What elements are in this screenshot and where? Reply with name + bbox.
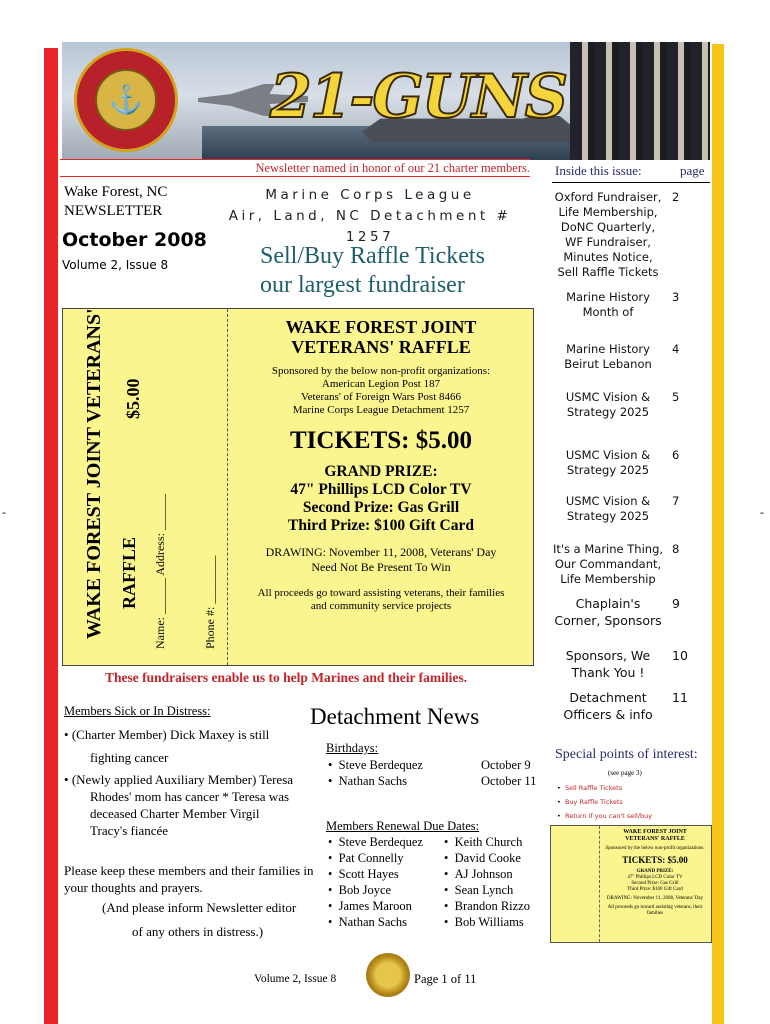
birthday-date: October 9 xyxy=(481,758,531,772)
renewal-item: • Pat Connelly xyxy=(328,851,404,865)
organization-name: Marine Corps League Air, Land, NC Detachment # 1257 xyxy=(228,187,512,245)
ticket-body xyxy=(233,317,529,613)
stub-fields: Name: ______ Address: ______ xyxy=(153,494,167,649)
location: Wake Forest, NC NEWSLETTER xyxy=(64,184,168,219)
thumbnail-stub xyxy=(551,826,600,942)
renewal-item: • James Maroon xyxy=(328,899,412,913)
birthday-row: • Steve Berdequez xyxy=(328,758,423,772)
sick-item-cont: deceased Charter Member Virgil xyxy=(90,806,260,821)
tagline: Newsletter named in honor of our 21 charter members. xyxy=(60,159,530,177)
footer-page-number: Page 1 of 11 xyxy=(414,972,477,986)
sick-heading: Members Sick or In Distress: xyxy=(64,704,211,718)
stub-price: $5.00 xyxy=(123,378,143,419)
renewal-item: • Bob Williams xyxy=(444,915,524,929)
eagle-globe-anchor-icon xyxy=(366,953,410,997)
notify-note: (And please inform Newsletter editor xyxy=(102,900,297,915)
honor-guard-image xyxy=(570,42,710,160)
toc-divider xyxy=(552,182,710,183)
toc-page-heading: page xyxy=(680,163,705,178)
raffle-ticket-image xyxy=(62,308,534,666)
notify-note: of any others in distress.) xyxy=(132,924,264,939)
renewal-item: • Keith Church xyxy=(444,835,523,849)
ticket-prizes: GRAND PRIZE: 47" Phillips LCD Color TV Second Prize: Gas Grill Third Prize: $100 Gift Card xyxy=(288,463,474,534)
special-points-note: (see page 3) xyxy=(608,769,642,777)
footer-volume: Volume 2, Issue 8 xyxy=(254,973,337,985)
margin-tick-right: - xyxy=(760,505,764,519)
newsletter-title: 21-GUNS xyxy=(270,62,567,132)
ticket-price: TICKETS: $5.00 xyxy=(290,427,472,454)
renewal-item: • Brandon Rizzo xyxy=(444,899,530,913)
stub-raffle: RAFFLE xyxy=(119,537,139,609)
stub-phone: Phone #: ________ xyxy=(203,555,217,649)
renewal-item: • Bob Joyce xyxy=(328,883,392,897)
renewal-item: • Scott Hayes xyxy=(328,867,399,881)
main-headline: Sell/Buy Raffle Tickets our largest fundraiser xyxy=(260,243,485,298)
ticket-sponsors: Sponsored by the below non-profit organizations: American Legion Post 187 Veterans' of Foreign Wars Post 8466 Marine Corps League Detachment 1257 xyxy=(271,365,491,416)
special-point: • Buy Raffle Tickets xyxy=(557,798,623,806)
renewal-item: • Nathan Sachs xyxy=(328,915,408,929)
issue-date: October 2008 xyxy=(62,229,207,251)
stub-title: WAKE FOREST JOINT VETERANS' xyxy=(83,308,105,639)
ticket-drawing: DRAWING: November 11, 2008, Veterans' Day Need Not Be Present To Win xyxy=(265,545,497,574)
detachment-news-title: Detachment News xyxy=(310,704,480,729)
renewal-item: • Sean Lynch xyxy=(444,883,514,897)
issue-volume: Volume 2, Issue 8 xyxy=(62,258,169,272)
sick-item-cont: Tracy's fiancée xyxy=(90,823,169,838)
renewal-item: • Steve Berdequez xyxy=(328,835,423,849)
birthday-date: October 11 xyxy=(481,774,537,788)
sick-item: • (Newly applied Auxiliary Member) Teresa xyxy=(64,772,294,787)
ticket-title: WAKE FOREST JOINT VETERANS' RAFFLE xyxy=(285,317,477,357)
fundraiser-note: These fundraisers enable us to help Marines and their families. xyxy=(105,670,468,685)
birthday-row: • Nathan Sachs xyxy=(328,774,408,788)
sick-item: • (Charter Member) Dick Maxey is still xyxy=(64,727,270,742)
renewal-item: • David Cooke xyxy=(444,851,521,865)
sick-item-cont: Rhodes' mom has cancer * Teresa was xyxy=(90,789,290,804)
masthead-banner xyxy=(62,42,710,160)
yellow-side-bar xyxy=(712,44,724,1024)
toc-heading: Inside this issue: xyxy=(555,163,642,178)
renewal-item: • AJ Johnson xyxy=(444,867,513,881)
special-point: • Sell Raffle Tickets xyxy=(557,784,623,792)
thumbnail-body: WAKE FOREST JOINT VETERANS' RAFFLE Sponsored by the below non-profit organizations: TICKETS: $5.00 GRAND PRIZE: 47" Phillips LCD Color TV Second Prize: Gas Grill Third Prize: $100 Gift Card DRAWING: November 11, 2008, Veterans' Day All proceeds go toward assisting veterans, their families xyxy=(605,829,705,916)
special-points-heading: Special points of interest: xyxy=(555,747,698,762)
marine-corps-league-seal xyxy=(74,48,178,152)
renewal-heading: Members Renewal Due Dates: xyxy=(326,819,480,833)
ticket-proceeds: All proceeds go toward assisting veterans, their families and community service projects xyxy=(257,587,505,612)
birthdays-heading: Birthdays: xyxy=(326,741,379,755)
red-side-bar xyxy=(44,48,58,1024)
margin-tick-left: - xyxy=(2,505,6,519)
eagle-globe-anchor-icon: ⚓ xyxy=(108,85,144,116)
special-point: • Return if you can't sell/buy xyxy=(557,812,653,820)
sick-item-cont: fighting cancer xyxy=(90,750,169,765)
prayer-note: Please keep these members and their families in your thoughts and prayers. xyxy=(64,863,314,895)
raffle-ticket-thumbnail xyxy=(550,825,712,943)
ticket-stub xyxy=(63,309,228,665)
